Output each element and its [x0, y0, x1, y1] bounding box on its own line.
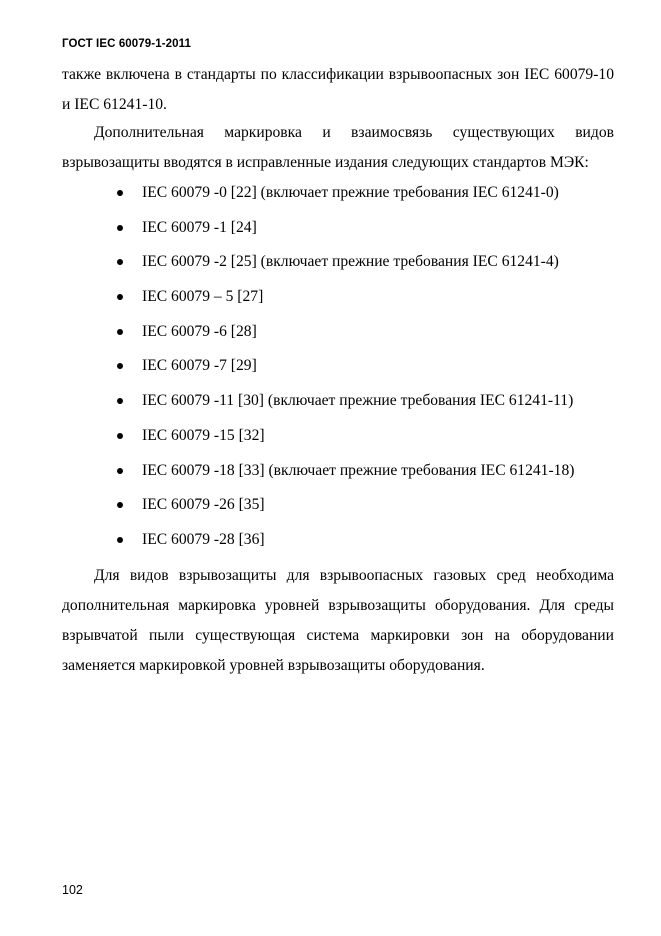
list-item	[62, 456, 614, 491]
list-item-text: IEC 60079 -6 [28]	[142, 322, 257, 340]
bullet-icon	[117, 433, 123, 439]
list-item-text: IEC 60079 -18 [33] (включает прежние требования IEC 61241-18)	[142, 461, 575, 479]
bullet-icon	[117, 502, 123, 508]
list-item-text: IEC 60079 -0 [22] (включает прежние требования IEC 61241-0)	[142, 184, 559, 201]
list-item	[62, 282, 614, 317]
list-item	[62, 213, 614, 248]
list-item-text: IEC 60079 -2 [25] (включает прежние требования IEC 61241-4)	[142, 253, 559, 271]
bullet-icon	[117, 294, 123, 300]
list-item-text: IEC 60079 – 5 [27]	[142, 288, 264, 306]
bullet-icon	[117, 190, 123, 196]
paragraph-zone-classification: также включена в стандарты по классификации взрывоопасных зон IEC 60079-10 и IEC 61241-10.	[62, 66, 614, 113]
list-item-text: IEC 60079 -26 [35]	[142, 496, 265, 514]
list-item	[62, 490, 614, 525]
list-item	[62, 351, 614, 386]
paragraph-additional-marking: Дополнительная маркировка и взаимосвязь существующих видов взрывозащиты вводятся в исправленные издания следующих стандартов МЭК:	[62, 124, 614, 171]
list-item-text: IEC 60079 -1 [24]	[142, 218, 257, 236]
document-header: ГОСТ IEC 60079-1-2011	[62, 38, 191, 50]
list-item	[62, 525, 614, 560]
bullet-icon	[117, 225, 123, 231]
bullet-icon	[117, 398, 123, 404]
bullet-icon	[117, 468, 123, 474]
paragraph-protection-levels: Для видов взрывозащиты для взрывоопасных газовых сред необходима дополнительная маркировка уровней взрывозащиты оборудования. Для среды взрывчатой пыли существующая система маркировки зон на оборудовании заменяется маркировкой уровней взрывозащиты оборудования.	[62, 567, 614, 674]
list-item-text: IEC 60079 -28 [36]	[142, 530, 265, 548]
list-item-text: IEC 60079 -15 [32]	[142, 426, 265, 444]
bullet-icon	[117, 329, 123, 335]
bullet-icon	[117, 259, 123, 265]
list-item	[62, 247, 614, 282]
page-number: 102	[62, 883, 83, 897]
list-item	[62, 317, 614, 352]
bullet-icon	[117, 363, 123, 369]
list-item	[62, 421, 614, 456]
list-item	[62, 178, 614, 213]
list-item	[62, 386, 614, 421]
standards-list	[62, 178, 614, 560]
bullet-icon	[117, 537, 123, 543]
list-item-text: IEC 60079 -7 [29]	[142, 357, 257, 375]
list-item-text: IEC 60079 -11 [30] (включает прежние требования IEC 61241-11)	[142, 392, 574, 410]
